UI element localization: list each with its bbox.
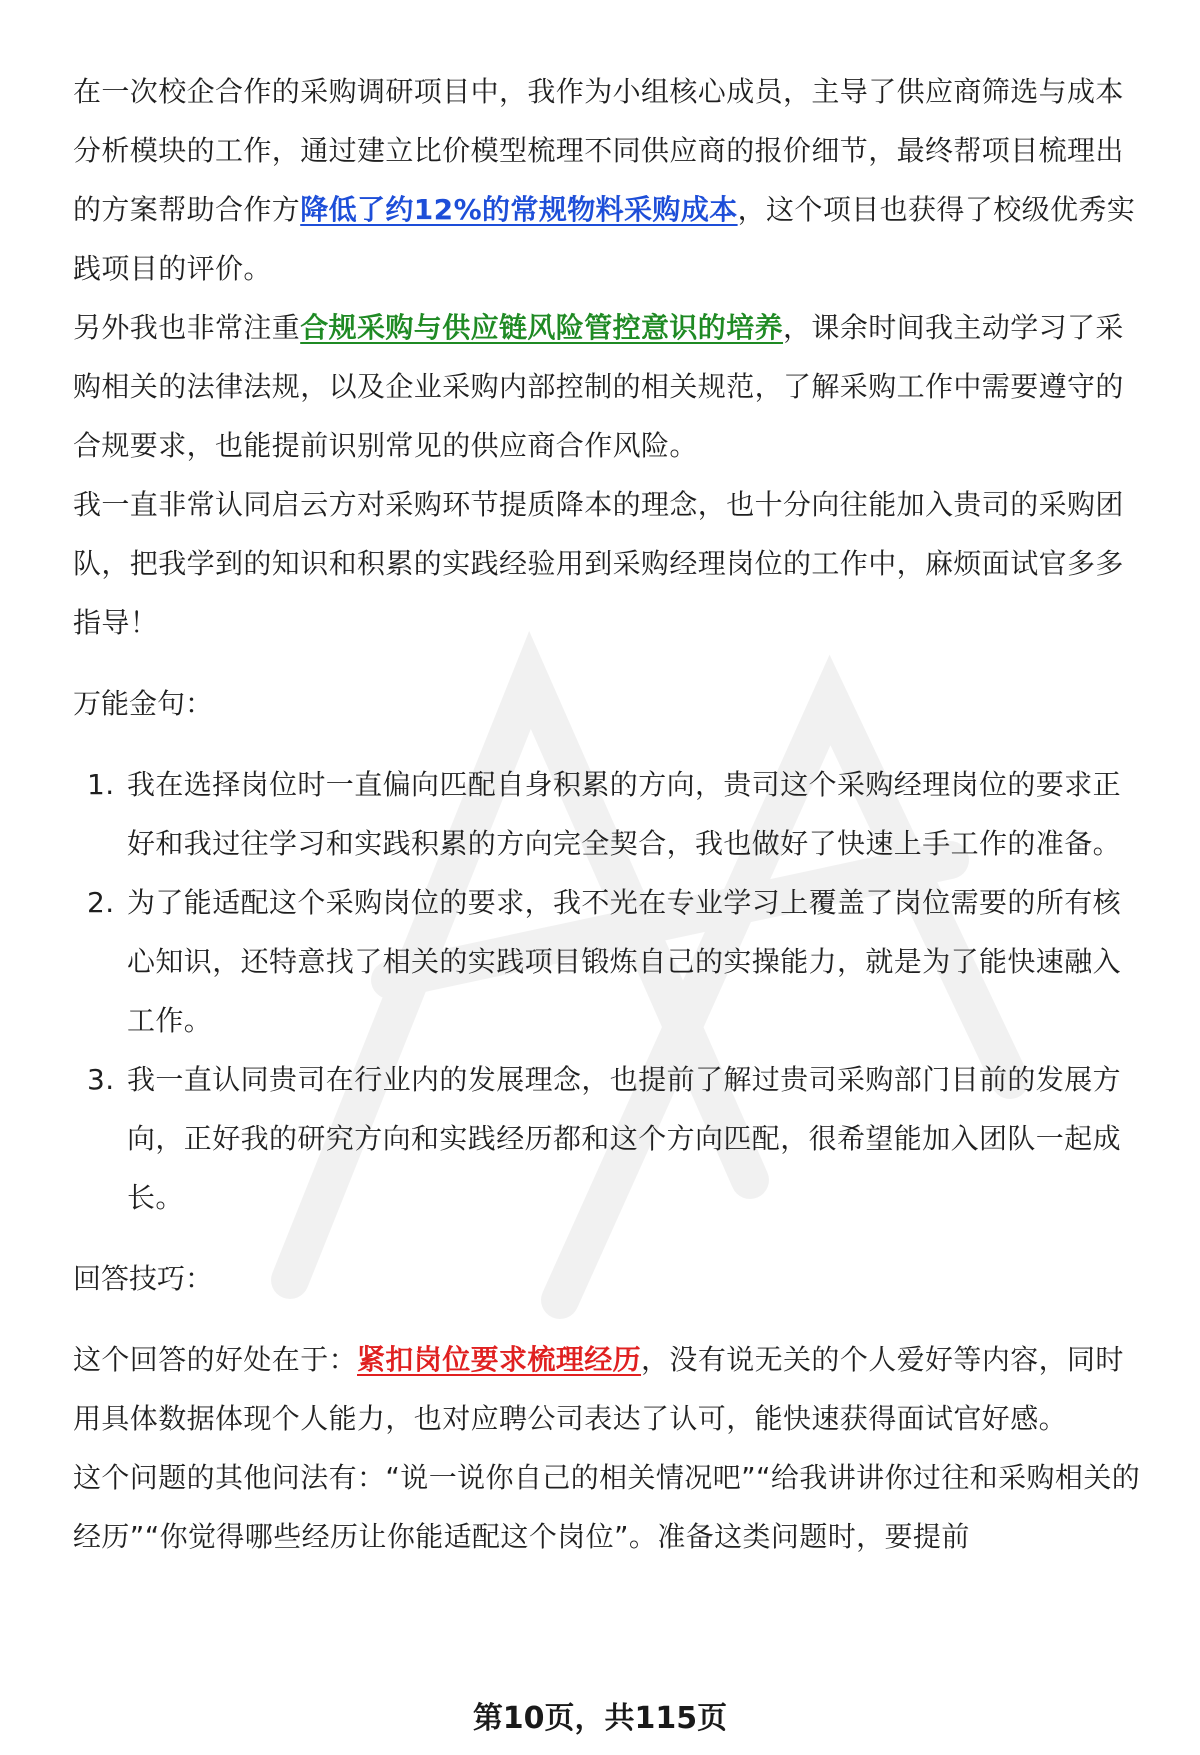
list-item-number: 3. bbox=[87, 1063, 115, 1096]
intro-p1-highlight: 降低了约12%的常规物料采购成本 bbox=[300, 193, 738, 226]
page-number-footer: 第10页，共115页 bbox=[472, 1701, 728, 1736]
intro-paragraph-2 bbox=[73, 298, 1143, 475]
list-item bbox=[73, 1050, 1143, 1227]
list-item-number: 1. bbox=[87, 768, 115, 801]
intro-p1-text: 在一次校企合作的采购调研项目中，我作为小组核心成员，主导了供应商筛选与成本分析模块的工作，通过建立比价模型梳理不同供应商的报价细节，最终帮项目梳理出的方案帮助合作方 bbox=[73, 75, 1124, 226]
list-item-text: 为了能适配这个采购岗位的要求，我不光在专业学习上覆盖了岗位需要的所有核心知识，还特意找了相关的实践项目锻炼自己的实操能力，就是为了能快速融入工作。 bbox=[127, 886, 1122, 1037]
tips-p1-text: 这个回答的好处在于： bbox=[73, 1343, 358, 1376]
list-item bbox=[73, 755, 1143, 873]
list-item-number: 2. bbox=[87, 886, 115, 919]
intro-p1-text-end: ，这个项目也获得了校级优秀实践项目的评价。 bbox=[73, 193, 1136, 285]
tips-p1-highlight: 紧扣岗位要求梳理经历 bbox=[357, 1343, 642, 1376]
tips-paragraph-2: 这个问题的其他问法有：“说一说你自己的相关情况吧”“给我讲讲你过往和采购相关的经历”“你觉得哪些经历让你能适配这个岗位”。准备这类问题时，要提前 bbox=[73, 1461, 1141, 1553]
intro-p2-highlight: 合规采购与供应链风险管控意识的培养 bbox=[300, 311, 784, 344]
intro-p2-text-end: ，课余时间我主动学习了采购相关的法律法规，以及企业采购内部控制的相关规范，了解采购工作中需要遵守的合规要求，也能提前识别常见的供应商合作风险。 bbox=[73, 311, 1124, 462]
golden-sentences-heading: 万能金句： bbox=[73, 687, 214, 720]
list-item-text: 我一直认同贵司在行业内的发展理念，也提前了解过贵司采购部门目前的发展方向，正好我的研究方向和实践经历都和这个方向匹配，很希望能加入团队一起成长。 bbox=[127, 1063, 1122, 1214]
intro-p2-text: 另外我也非常注重 bbox=[73, 311, 301, 344]
intro-paragraph-3: 我一直非常认同启云方对采购环节提质降本的理念，也十分向往能加入贵司的采购团队，把我学到的知识和积累的实践经验用到采购经理岗位的工作中，麻烦面试官多多指导！ bbox=[73, 488, 1124, 639]
document-page bbox=[73, 62, 1143, 1566]
list-item bbox=[73, 873, 1143, 1050]
tips-p1-text-end: ，没有说无关的个人爱好等内容，同时用具体数据体现个人能力，也对应聘公司表达了认可，能快速获得面试官好感。 bbox=[73, 1343, 1124, 1435]
intro-paragraph-1 bbox=[73, 62, 1143, 298]
tips-paragraph-1 bbox=[73, 1330, 1143, 1448]
answer-tips-heading: 回答技巧： bbox=[73, 1262, 214, 1295]
list-item-text: 我在选择岗位时一直偏向匹配自身积累的方向，贵司这个采购经理岗位的要求正好和我过往学习和实践积累的方向完全契合，我也做好了快速上手工作的准备。 bbox=[127, 768, 1122, 860]
golden-sentences-list bbox=[73, 755, 1143, 1227]
